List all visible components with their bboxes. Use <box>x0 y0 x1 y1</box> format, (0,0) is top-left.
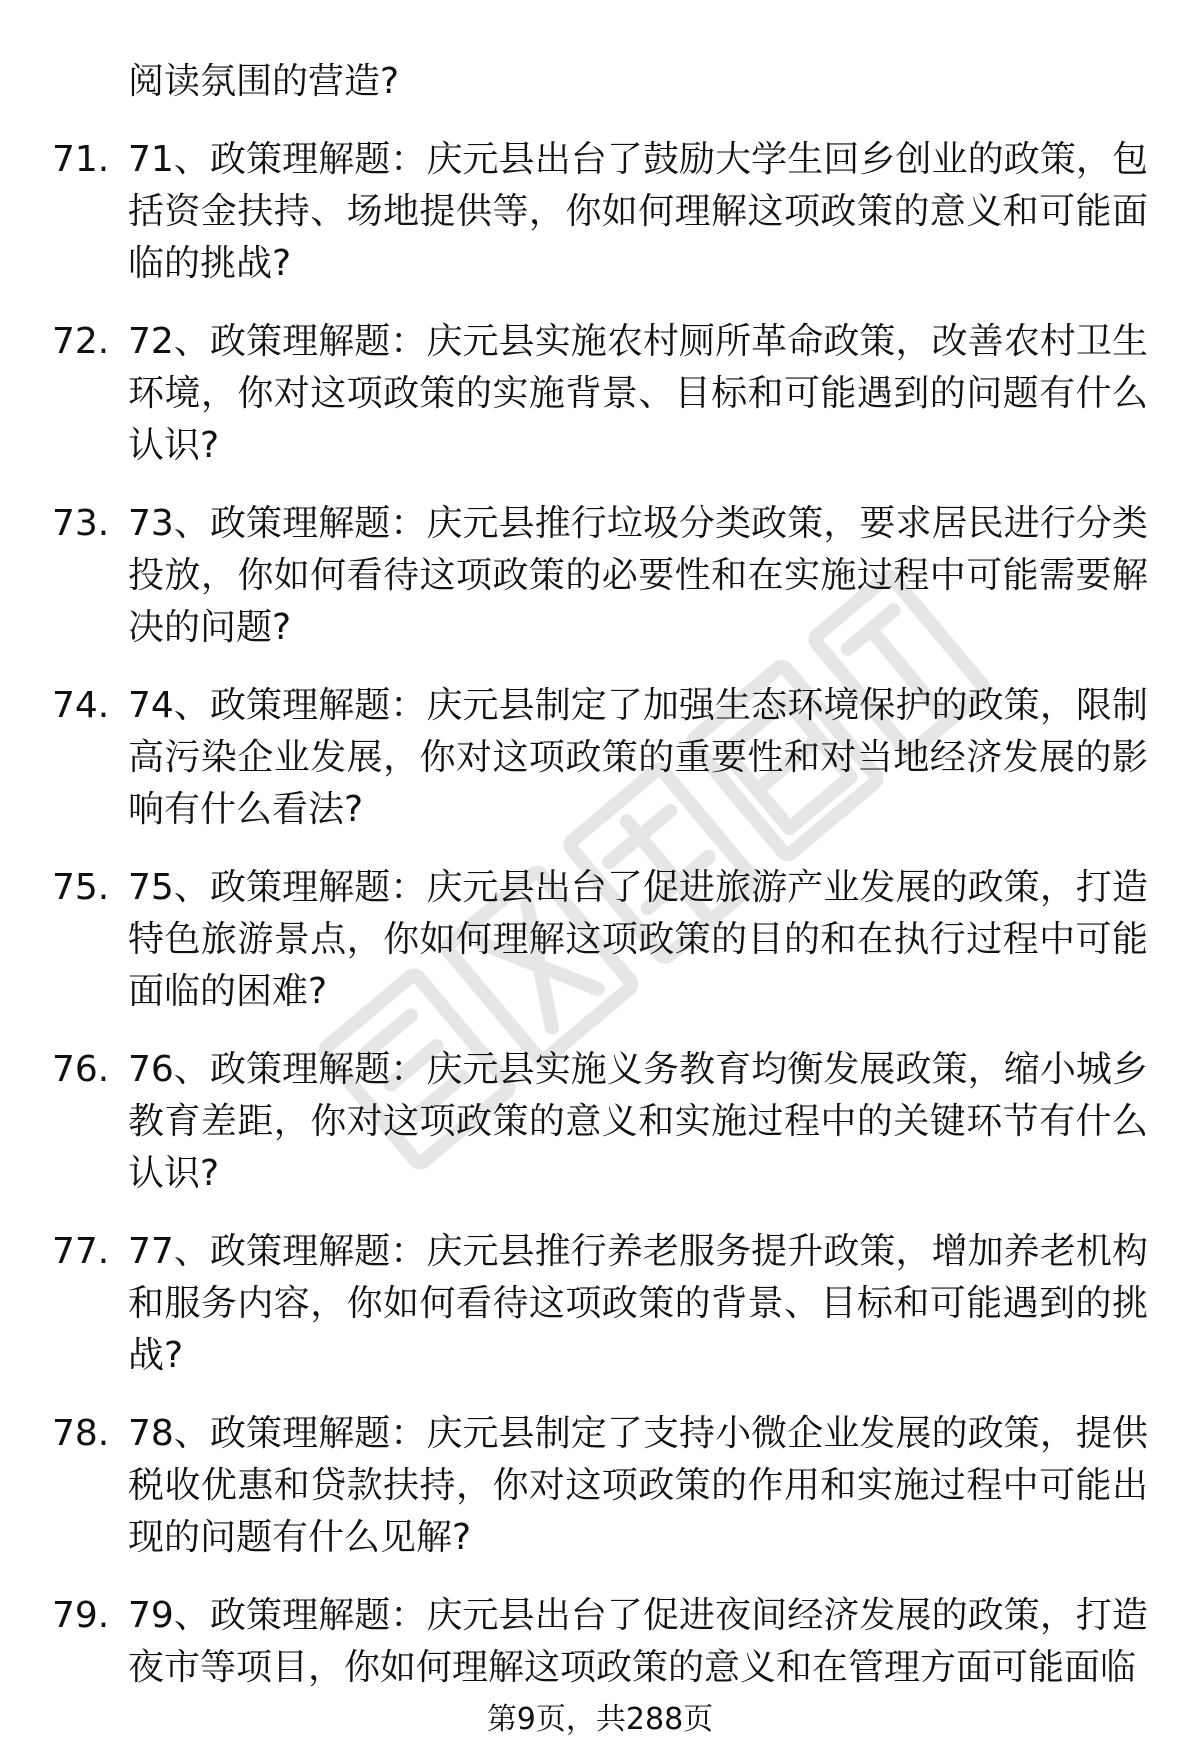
question-text: 73、政策理解题：庆元县推行垃圾分类政策，要求居民进行分类投放，你如何看待这项政策的必要性和在实施过程中可能需要解决的问题? <box>128 503 1148 648</box>
question-text: 78、政策理解题：庆元县制定了支持小微企业发展的政策，提供税收优惠和贷款扶持，你对这项政策的作用和实施过程中可能出现的问题有什么见解? <box>128 1413 1148 1558</box>
question-number: 78. <box>52 1413 110 1454</box>
continuation-text: 阅读氛围的营造? <box>128 61 400 102</box>
page-footer: 第9页，共288页 <box>486 1702 714 1737</box>
question-number: 77. <box>52 1231 110 1272</box>
question-text: 76、政策理解题：庆元县实施义务教育均衡发展政策，缩小城乡教育差距，你对这项政策的意义和实施过程中的关键环节有什么认识? <box>128 1049 1148 1194</box>
question-number: 73. <box>52 503 110 544</box>
question-text: 75、政策理解题：庆元县出台了促进旅游产业发展的政策，打造特色旅游景点，你如何理解这项政策的目的和在执行过程中可能面临的困难? <box>128 867 1148 1012</box>
question-item-74 <box>0 680 1200 836</box>
question-number: 76. <box>52 1049 110 1090</box>
question-item-72 <box>0 316 1200 472</box>
question-item-73 <box>0 498 1200 654</box>
question-text: 79、政策理解题：庆元县出台了促进夜间经济发展的政策，打造夜市等项目，你如何理解这项政策的意义和在管理方面可能面临 <box>128 1595 1148 1688</box>
question-item-79 <box>0 1590 1200 1694</box>
question-number: 75. <box>52 867 110 908</box>
question-item-76 <box>0 1044 1200 1200</box>
question-item-78 <box>0 1408 1200 1564</box>
question-number: 71. <box>52 139 110 180</box>
question-text: 72、政策理解题：庆元县实施农村厕所革命政策，改善农村卫生环境，你对这项政策的实施背景、目标和可能遇到的问题有什么认识? <box>128 321 1148 466</box>
question-text: 77、政策理解题：庆元县推行养老服务提升政策，增加养老机构和服务内容，你如何看待这项政策的背景、目标和可能遇到的挑战? <box>128 1231 1148 1376</box>
question-item-75 <box>0 862 1200 1018</box>
question-number: 74. <box>52 685 110 726</box>
question-number: 72. <box>52 321 110 362</box>
question-list <box>0 134 1200 1720</box>
question-text: 71、政策理解题：庆元县出台了鼓励大学生回乡创业的政策，包括资金扶持、场地提供等，你如何理解这项政策的意义和可能面临的挑战? <box>128 139 1148 284</box>
question-item-71 <box>0 134 1200 290</box>
question-number: 79. <box>52 1595 110 1636</box>
question-text: 74、政策理解题：庆元县制定了加强生态环境保护的政策，限制高污染企业发展，你对这项政策的重要性和对当地经济发展的影响有什么看法? <box>128 685 1148 830</box>
question-item-77 <box>0 1226 1200 1382</box>
